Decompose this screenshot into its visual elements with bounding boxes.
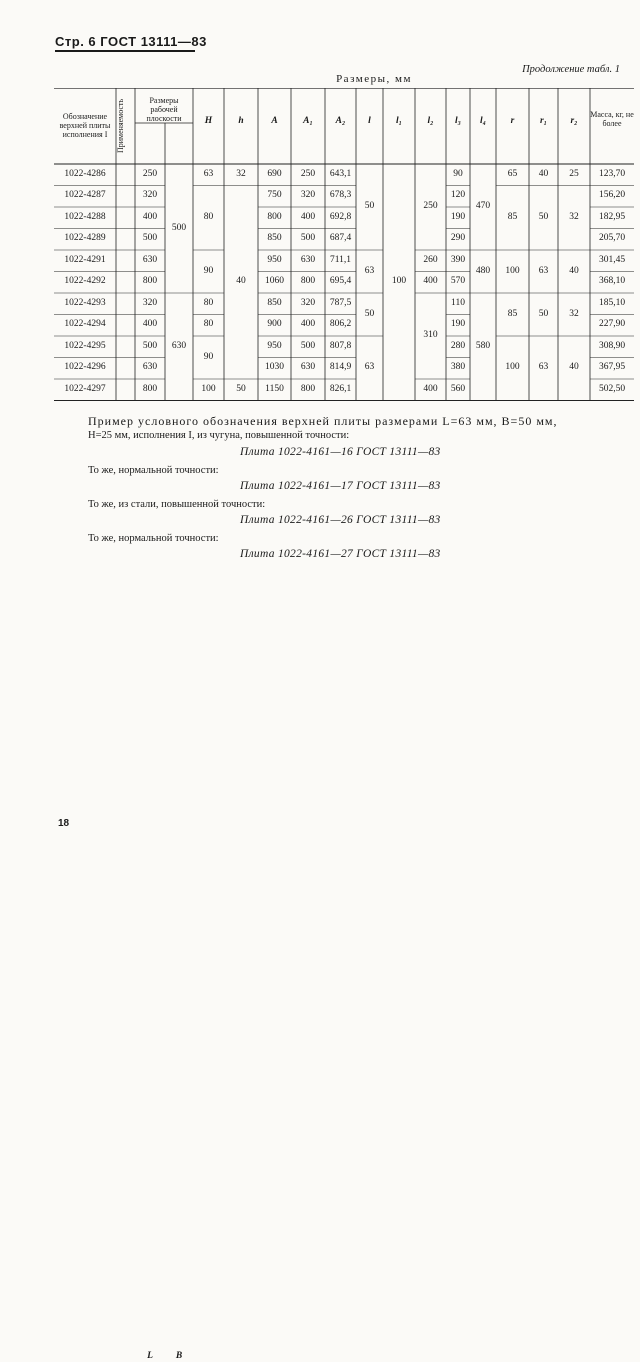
l2-cell: 260 [423, 254, 438, 265]
A2-cell: 687,4 [329, 233, 352, 244]
header-r2: r₂ [570, 116, 578, 126]
l3-cell: 190 [450, 319, 466, 330]
mass-cell: 156,20 [598, 190, 626, 201]
table-grid [54, 88, 634, 402]
header-l: l [368, 116, 371, 126]
r2-cell: 40 [569, 362, 579, 373]
L-cell: 800 [142, 383, 158, 394]
L-cell: 250 [142, 168, 158, 179]
H-cell: 90 [203, 265, 214, 276]
A1-cell: 500 [300, 233, 316, 244]
r-cell: 85 [507, 308, 518, 319]
designation-cell: 1022-4287 [64, 190, 106, 201]
designation-cell: 1022-4291 [64, 254, 106, 265]
H-cell: 80 [203, 211, 214, 222]
A-cell: 750 [267, 190, 282, 201]
sizes-caption: Размеры, мм [336, 73, 412, 85]
same-normal-accuracy-1: То же, нормальной точности: [88, 465, 219, 476]
L-cell: 500 [142, 340, 158, 351]
r-cell: 100 [505, 362, 520, 373]
A-cell: 690 [267, 168, 282, 179]
l-cell: 63 [364, 265, 375, 276]
header-h: h [238, 116, 244, 126]
l2-cell: 250 [423, 201, 438, 211]
designation-cell: 1022-4293 [64, 297, 106, 308]
header-l3: l₃ [455, 116, 461, 126]
A2-cell: 807,8 [329, 340, 352, 351]
h-cell: 32 [236, 168, 246, 179]
header-designation: Обозначение верхней плиты исполнения I [59, 112, 111, 139]
l3-cell: 280 [450, 340, 466, 351]
designation-cell: 1022-4294 [64, 319, 106, 330]
A1-cell: 250 [300, 168, 316, 179]
A1-cell: 630 [300, 362, 316, 373]
designation-cell: 1022-4286 [64, 168, 106, 179]
l-cell: 63 [364, 362, 375, 373]
designation-cell: 1022-4292 [64, 276, 106, 287]
A-cell: 950 [267, 340, 282, 351]
L-cell: 630 [142, 254, 158, 265]
H-cell: 80 [203, 297, 214, 308]
A-cell: 1150 [265, 383, 284, 394]
designation-example-4: Плита 1022-4161—27 ГОСТ 13111—83 [240, 548, 441, 560]
A1-cell: 800 [300, 276, 316, 287]
r1-cell: 63 [538, 265, 549, 276]
mass-cell: 205,70 [598, 233, 626, 244]
r-cell: 100 [505, 265, 520, 276]
A1-cell: 400 [300, 211, 316, 222]
header-applicability: Применяемость [116, 98, 125, 154]
header-A1: A₁ [303, 116, 313, 126]
A1-cell: 630 [300, 254, 316, 265]
page-header: Стр. 6 ГОСТ 13111—83 [55, 34, 207, 49]
A-cell: 1060 [265, 276, 284, 287]
header-l2: l₂ [427, 116, 434, 126]
A2-cell: 695,4 [329, 276, 352, 287]
A1-cell: 400 [300, 319, 316, 330]
r1-cell: 40 [538, 168, 549, 179]
r1-cell: 63 [538, 362, 549, 373]
A-cell: 800 [267, 211, 282, 222]
l3-cell: 290 [450, 233, 466, 244]
header-l4: l₄ [480, 116, 486, 126]
designation-cell: 1022-4295 [64, 340, 106, 351]
example-intro: Пример условного обозначения верхней плиты размерами L=63 мм, B=50 мм, [88, 414, 558, 428]
A2-cell: 787,5 [329, 297, 352, 308]
r1-cell: 50 [538, 308, 549, 319]
A2-cell: 692,8 [329, 211, 352, 222]
L-cell: 320 [142, 190, 158, 201]
l3-cell: 570 [450, 276, 466, 287]
H-cell: 80 [203, 319, 214, 330]
B-cell: 500 [171, 222, 187, 233]
A2-cell: 643,1 [329, 168, 352, 179]
header-work-surface: Размеры рабочей плоскости [146, 96, 182, 123]
designation-example-2: Плита 1022-4161—17 ГОСТ 13111—83 [240, 480, 441, 492]
A1-cell: 320 [300, 190, 316, 201]
H-cell: 100 [201, 383, 216, 394]
A2-cell: 711,1 [329, 254, 352, 265]
l2-cell: 400 [423, 383, 438, 394]
l3-cell: 110 [451, 297, 465, 308]
l3-cell: 380 [450, 362, 466, 373]
A1-cell: 800 [300, 383, 316, 394]
page-number: 18 [58, 818, 70, 829]
l3-cell: 560 [450, 383, 466, 394]
r2-cell: 25 [569, 168, 579, 179]
l3-cell: 190 [450, 211, 466, 222]
header-L: L [147, 1351, 153, 1362]
mass-cell: 367,95 [598, 362, 626, 373]
A-cell: 850 [267, 233, 282, 244]
designation-example-3: Плита 1022-4161—26 ГОСТ 13111—83 [240, 514, 441, 526]
mass-cell: 308,90 [598, 340, 626, 351]
A-cell: 1030 [265, 362, 284, 373]
r-cell: 85 [507, 211, 518, 222]
h-cell: 40 [236, 276, 246, 287]
A2-cell: 678,3 [329, 190, 352, 201]
A1-cell: 320 [300, 297, 316, 308]
A-cell: 950 [267, 254, 282, 265]
header-B: B [175, 1351, 183, 1362]
l3-cell: 390 [450, 254, 466, 265]
A1-cell: 500 [300, 340, 316, 351]
H-cell: 90 [203, 351, 214, 362]
designation-cell: 1022-4289 [64, 233, 106, 244]
l4-cell: 580 [475, 340, 491, 351]
r2-cell: 40 [569, 265, 579, 276]
header-H: H [204, 116, 213, 126]
header-A2: A₂ [335, 116, 346, 126]
h-cell: 50 [236, 383, 246, 394]
A2-cell: 826,1 [329, 383, 352, 394]
designation-cell: 1022-4296 [64, 362, 106, 373]
L-cell: 800 [142, 276, 158, 287]
mass-cell: 227,90 [598, 319, 626, 330]
header-l1: l₁ [396, 116, 402, 126]
L-cell: 500 [142, 233, 158, 244]
B-cell: 630 [171, 340, 187, 351]
example-line-2: H=25 мм, исполнения I, из чугуна, повышенной точности: [88, 430, 350, 441]
mass-cell: 301,45 [598, 254, 626, 265]
l3-cell: 90 [453, 168, 463, 179]
r1-cell: 50 [538, 211, 549, 222]
mass-cell: 368,10 [598, 276, 626, 287]
r2-cell: 32 [569, 211, 579, 222]
L-cell: 320 [142, 297, 158, 308]
header-mass: Масса, кг, не более [590, 110, 634, 128]
same-normal-accuracy-2: То же, нормальной точности: [88, 533, 219, 544]
designation-cell: 1022-4297 [64, 383, 106, 394]
L-cell: 400 [142, 319, 158, 330]
l4-cell: 480 [475, 265, 491, 276]
A-cell: 850 [267, 297, 282, 308]
A2-cell: 814,9 [329, 362, 352, 373]
l-cell: 50 [364, 308, 375, 319]
l3-cell: 120 [450, 190, 466, 201]
mass-cell: 123,70 [598, 168, 626, 179]
designation-cell: 1022-4288 [64, 211, 106, 222]
L-cell: 630 [142, 362, 158, 373]
table-continuation-label: Продолжение табл. 1 [522, 64, 620, 75]
header-r: r [510, 116, 515, 126]
A-cell: 900 [267, 319, 282, 330]
r2-cell: 32 [569, 308, 579, 319]
l4-cell: 470 [475, 201, 491, 211]
L-cell: 400 [142, 211, 158, 222]
designation-example-1: Плита 1022-4161—16 ГОСТ 13111—83 [240, 446, 441, 458]
mass-cell: 185,10 [598, 297, 626, 308]
l2-cell: 400 [423, 276, 438, 287]
same-steel-high-accuracy: То же, из стали, повышенной точности: [88, 499, 266, 510]
H-cell: 63 [203, 168, 214, 179]
l2-cell: 310 [423, 330, 438, 340]
header-rule [55, 50, 195, 52]
header-A: A [271, 116, 278, 126]
l-cell: 50 [364, 201, 375, 211]
A2-cell: 806,2 [329, 319, 352, 330]
mass-cell: 502,50 [598, 383, 626, 394]
mass-cell: 182,95 [598, 211, 626, 222]
l1-cell: 100 [391, 276, 407, 287]
r-cell: 65 [507, 168, 518, 179]
header-r1: r₁ [539, 116, 547, 126]
